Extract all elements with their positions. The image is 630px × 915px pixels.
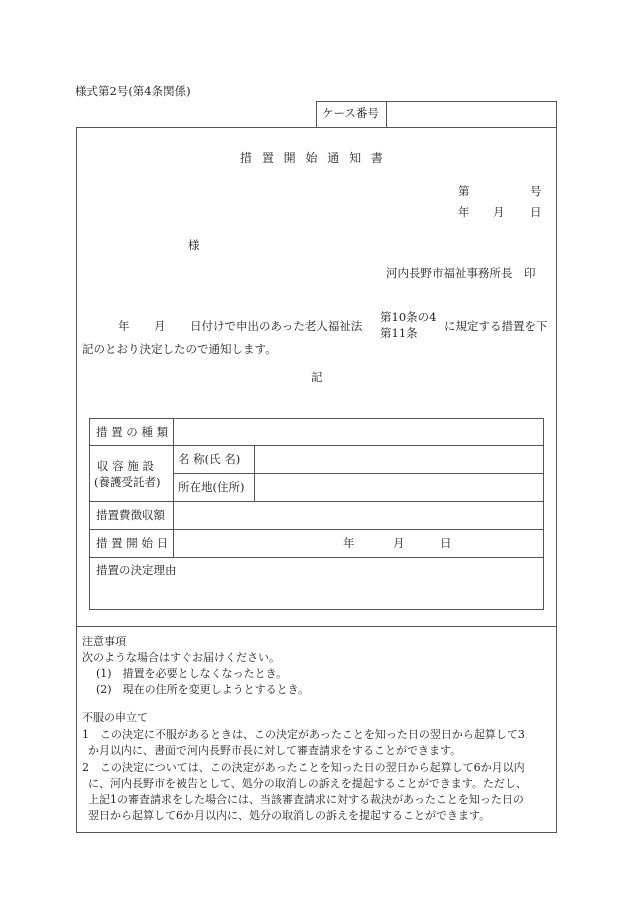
appeal-2-line2: に、河内長野市を被告として、処分の取消しの訴えを提起することができます。ただし、: [88, 777, 527, 790]
facility-address-label: 所在地(住所): [178, 480, 245, 494]
kind-label: 措 置 の 種 類: [96, 425, 169, 439]
issuer: 河内長野市福祉事務所長 印: [386, 266, 536, 280]
addressee-suffix: 様: [188, 238, 200, 252]
start-month: 月: [393, 536, 405, 550]
table-line: [89, 501, 544, 502]
start-day: 日: [440, 536, 452, 550]
reason-field[interactable]: [96, 582, 536, 606]
reason-label: 措置の決定理由: [96, 563, 177, 577]
article-10-4: 第10条の4: [380, 310, 437, 324]
appeal-heading: 不服の申立て: [82, 711, 148, 724]
date-year: 年: [458, 205, 470, 219]
appeal-1-line1: 1 この決定に不服があるときは、この決定があったことを知った日の翌日から起算して3: [82, 728, 525, 741]
start-date-label: 措 置 開 始 日: [96, 536, 169, 550]
start-year: 年: [343, 536, 355, 550]
date-month: 月: [493, 205, 505, 219]
table-line: [173, 473, 544, 474]
notes-intro: 次のような場合はすぐお届けください。: [82, 651, 280, 664]
notes-divider: [76, 626, 557, 627]
doc-number-go: 号: [530, 184, 542, 198]
body-line2: 記のとおり決定したので通知します。: [82, 342, 277, 356]
date-day: 日: [530, 205, 542, 219]
appeal-2-line4: 翌日から起算して6か月以内に、処分の取消しの訴えを提起することができます。: [88, 809, 491, 822]
form-label: 様式第2号(第4条関係): [75, 84, 191, 98]
notes-heading: 注意事項: [82, 635, 126, 648]
article-11: 第11条: [380, 326, 418, 340]
case-number-value[interactable]: [392, 105, 552, 125]
facility-sublabel: (養護受託者): [94, 475, 161, 489]
body-year: 年: [118, 319, 130, 333]
body-month: 月: [154, 319, 166, 333]
table-line: [254, 445, 255, 501]
appeal-2-line1: 2 この決定については、この決定があったことを知った日の翌日から起算して6か月以内: [82, 761, 525, 774]
fee-label: 措置費徴収額: [96, 508, 165, 522]
fee-field[interactable]: [178, 505, 540, 525]
appeal-1-line2: か月以内に、書面で河内長野市長に対して審査請求をすることができます。: [88, 744, 462, 757]
table-line: [173, 418, 174, 557]
notes-item-1: (1) 措置を必要としなくなったとき。: [96, 667, 288, 680]
case-number-divider: [386, 101, 387, 128]
document-title: 措 置 開 始 通 知 書: [240, 151, 383, 165]
body-line1-tail: に規定する措置を下: [444, 319, 548, 333]
table-line: [89, 529, 544, 530]
notes-item-2: (2) 現在の住所を変更しようとするとき。: [96, 683, 310, 696]
body-line1: 日付けで申出のあった老人福祉法: [190, 319, 363, 333]
appeal-2-line3: 上記1の審査請求をした場合には、当該審査請求に対する裁決があったことを知った日の: [88, 793, 524, 806]
facility-label: 収 容 施 設: [97, 459, 154, 473]
facility-name-field[interactable]: [259, 449, 540, 469]
facility-address-field[interactable]: [259, 477, 540, 497]
table-line: [89, 557, 544, 558]
case-number-label: ケース番号: [322, 106, 379, 120]
table-line: [89, 445, 544, 446]
kind-field[interactable]: [178, 422, 540, 442]
ki-mark: 記: [311, 370, 323, 384]
facility-name-label: 名 称(氏 名): [178, 452, 241, 466]
doc-number-dai: 第: [458, 184, 470, 198]
